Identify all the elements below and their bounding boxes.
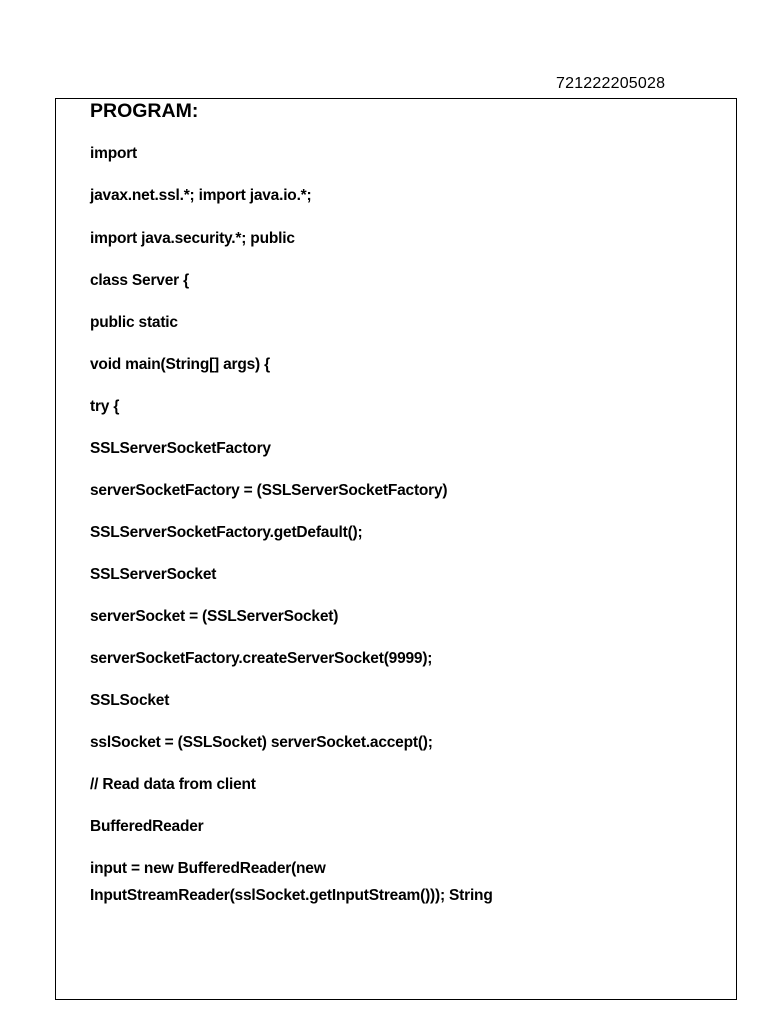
code-line: InputStreamReader(sslSocket.getInputStream())); String	[90, 887, 493, 904]
code-line: SSLServerSocketFactory.getDefault();	[90, 524, 363, 541]
code-line: import java.security.*; public	[90, 230, 295, 247]
code-line: input = new BufferedReader(new	[90, 860, 326, 877]
code-line: serverSocket = (SSLServerSocket)	[90, 608, 339, 625]
page-id-number: 721222205028	[556, 75, 666, 92]
code-line: sslSocket = (SSLSocket) serverSocket.accept();	[90, 734, 433, 751]
code-line: class Server {	[90, 272, 189, 289]
code-line: javax.net.ssl.*; import java.io.*;	[90, 187, 312, 204]
code-line: try {	[90, 398, 120, 415]
code-line: SSLServerSocketFactory	[90, 440, 271, 457]
code-line: SSLSocket	[90, 692, 170, 709]
code-line: BufferedReader	[90, 818, 204, 835]
code-line: serverSocketFactory = (SSLServerSocketFactory)	[90, 482, 448, 499]
code-line: void main(String[] args) {	[90, 356, 270, 373]
code-line: // Read data from client	[90, 776, 256, 793]
code-line: SSLServerSocket	[90, 566, 217, 583]
code-line: import	[90, 145, 138, 162]
code-line: serverSocketFactory.createServerSocket(9999);	[90, 650, 433, 667]
code-line: public static	[90, 314, 178, 331]
program-heading: PROGRAM:	[90, 100, 199, 122]
